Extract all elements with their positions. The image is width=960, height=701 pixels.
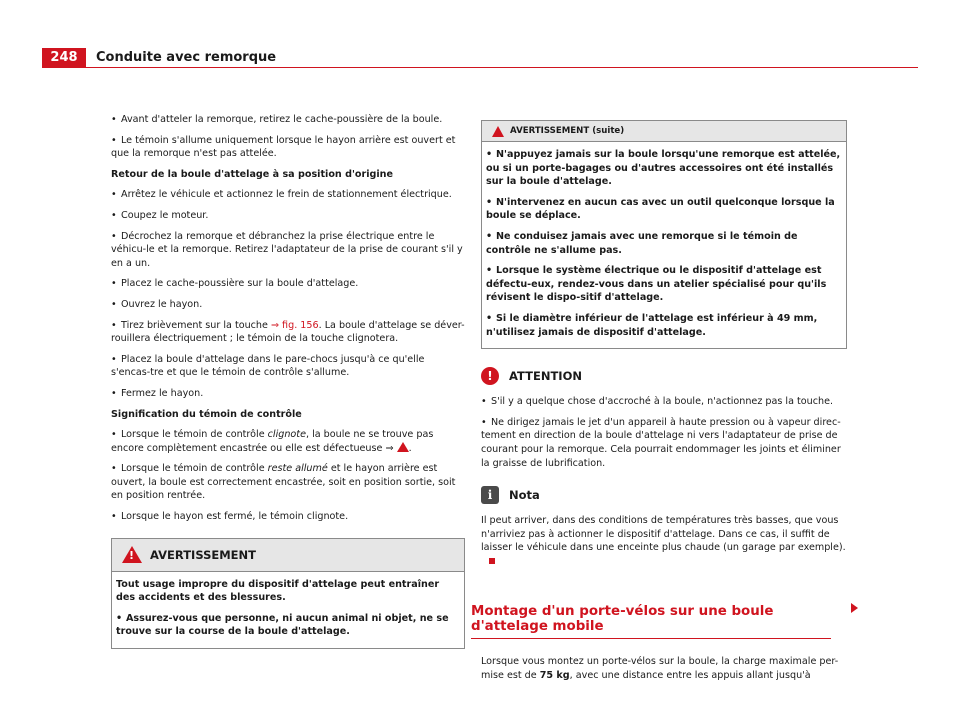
list-item: • Le témoin s'allume uniquement lorsque le hayon arrière est ouvert et que la remorque n'est pas attelée. (111, 134, 456, 160)
page-number: 248 (42, 48, 86, 68)
section-title: Montage d'un porte-vélos sur une boule d'attelage mobile (471, 604, 831, 639)
warning-cont-box (481, 120, 847, 349)
attention-header (481, 367, 847, 385)
list-item: • Placez la boule d'attelage dans le pare-chocs jusqu'à ce qu'elle s'encas-tre et que le témoin de contrôle s'allume. (111, 353, 425, 379)
list-item: • Lorsque le témoin de contrôle clignote, la boule ne se trouve pas encore complètement encastrée ou elle est défectueuse ⇒ . (111, 429, 434, 454)
list-item: • Fermez le hayon. (111, 387, 204, 399)
section-body: Lorsque vous montez un porte-vélos sur la boule, la charge maximale per-mise est de 75 kg, avec une distance entre les appuis allant jusqu'à (481, 656, 839, 682)
section-end-icon (489, 558, 495, 564)
warning-body (112, 572, 464, 648)
warning-cont-header (482, 121, 846, 142)
left-column (111, 113, 465, 649)
attention-title: ATTENTION (509, 369, 582, 384)
list-item: • Coupez le moteur. (111, 209, 209, 221)
figure-link[interactable]: ⇒ fig. 156 (270, 319, 319, 331)
right-column (471, 120, 847, 690)
warning-intro: Tout usage impropre du dispositif d'attelage peut entraîner des accidents et des blessures. (116, 578, 440, 604)
header-rule (86, 67, 918, 68)
list-item: • Ne conduisez jamais avec une remorque si le témoin de contrôle ne s'allume pas. (486, 230, 798, 256)
list-item: • Arrêtez le véhicule et actionnez le frein de stationnement électrique. (111, 189, 452, 201)
list-item: • Lorsque le système électrique ou le dispositif d'attelage est défectu-eux, rendez-vous dans un atelier spécialisé pour qu'ils révisent le dispo-sitif d'attelage. (486, 265, 827, 304)
attention-icon: ! (481, 367, 499, 385)
list-item: • S'il y a quelque chose d'accroché à la boule, n'actionnez pas la touche. (481, 396, 834, 408)
warning-box (111, 538, 465, 649)
page-header-title: Conduite avec remorque (96, 50, 277, 65)
nota-title: Nota (509, 488, 540, 503)
list-item: • Avant d'atteler la remorque, retirez le cache-poussière de la boule. (111, 114, 443, 125)
list-item: • Si le diamètre inférieur de l'attelage est inférieur à 49 mm, n'utilisez jamais de dispositif d'attelage. (486, 312, 818, 338)
warning-cont-title: AVERTISSEMENT (suite) (510, 126, 625, 136)
nota-text: Il peut arriver, dans des conditions de températures très basses, que vous n'arriviez pas à actionner le dispositif d'attelage. Dans ce cas, il suffit de laisser le véhicule dans une enceinte plus chaude (un garage par exemple). (481, 514, 847, 568)
list-item: • N'appuyez jamais sur la boule lorsqu'une remorque est attelée, ou si un porte-bagages ou d'autres accessoires ont été installés sur la boule d'attelage. (486, 149, 841, 188)
continue-arrow-icon[interactable] (851, 603, 858, 613)
list-item: • Décrochez la remorque et débranchez la prise électrique entre le véhicu-le et la remorque. Retirez l'adaptateur de la prise de courant s'il y en a un. (111, 230, 463, 269)
list-item: • Tirez brièvement sur la touche ⇒ fig. 156. La boule d'attelage se déver-rouillera électriquement ; le témoin de la touche clignotera. (111, 319, 465, 345)
list-item: • Lorsque le témoin de contrôle reste allumé et le hayon arrière est ouvert, la boule est correctement encastrée, soit en position sortie, soit en position rentrée. (111, 463, 456, 502)
warning-ref-icon[interactable] (397, 442, 409, 452)
info-icon: i (481, 486, 499, 504)
list-item: • Assurez-vous que personne, ni aucun animal ni objet, ne se trouve sur la course de la boule d'attelage. (116, 612, 449, 638)
warning-header (112, 539, 464, 572)
warning-cont-body (482, 142, 846, 348)
warning-icon (122, 546, 142, 563)
list-item: • N'intervenez en aucun cas avec un outil quelconque lorsque la boule se déplace. (486, 196, 835, 222)
retour-heading: Retour de la boule d'attelage à sa position d'origine (111, 168, 393, 180)
warning-icon (492, 126, 504, 137)
nota-header (481, 486, 847, 504)
warning-title: AVERTISSEMENT (150, 547, 257, 562)
signification-heading: Signification du témoin de contrôle (111, 408, 302, 420)
list-item: • Lorsque le hayon est fermé, le témoin clignote. (111, 511, 349, 523)
list-item: • Ne dirigez jamais le jet d'un appareil à haute pression ou à vapeur direc-tement en direction de la boule d'attelage ni vers l'adaptateur de prise de courant pour la remorque. Cela pourrait endommager les joints et éliminer la graisse de lubrification. (481, 416, 841, 469)
list-item: • Ouvrez le hayon. (111, 298, 203, 310)
list-item: • Placez le cache-poussière sur la boule d'attelage. (111, 278, 359, 290)
